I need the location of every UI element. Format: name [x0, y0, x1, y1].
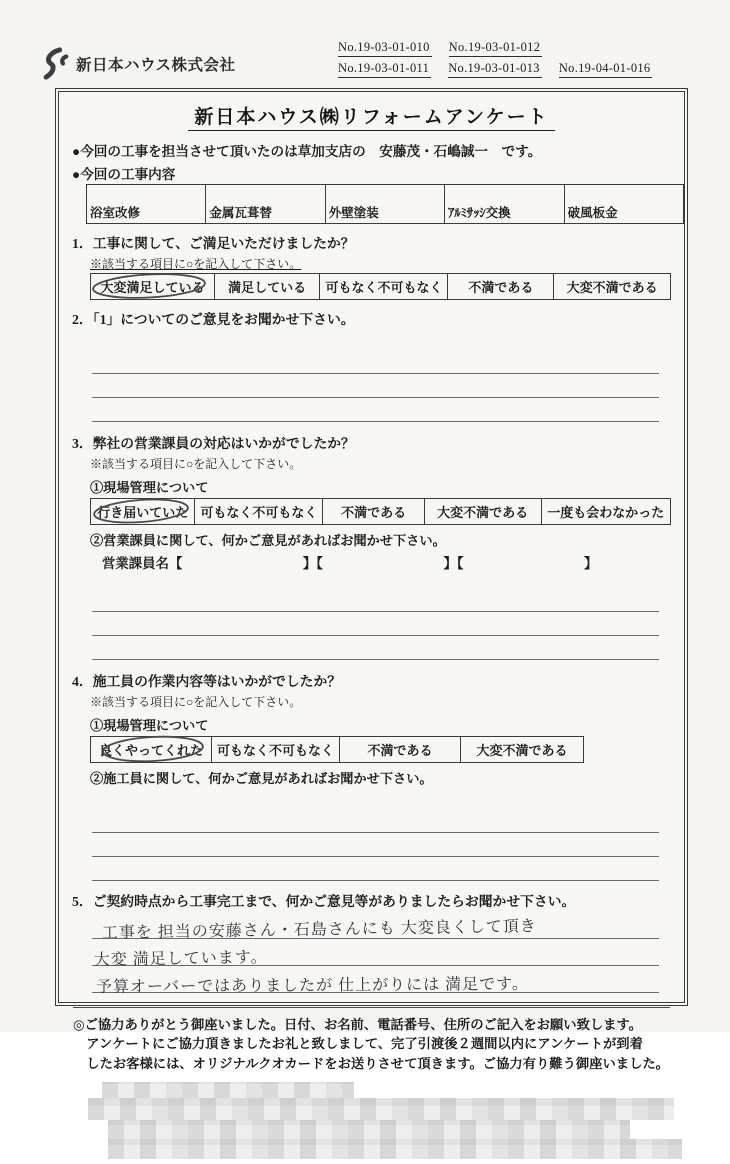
question-1-note: ※該当する項目に○を記入して下さい。 [90, 257, 302, 271]
question-2-heading: 2．「1」についてのご意見をお聞かせ下さい。 [72, 312, 355, 327]
option-cell-selected [91, 499, 195, 525]
option-cell [320, 274, 448, 300]
answer-line [92, 636, 659, 660]
answer-line [92, 350, 659, 374]
work-item-cell: 破風板金 [564, 185, 683, 224]
option-cell [448, 274, 554, 300]
option-cell [323, 499, 424, 525]
work-content-label: ●今回の工事内容 [72, 167, 176, 182]
redaction-block [108, 1139, 682, 1159]
answer-line [92, 588, 659, 612]
option-label: 行き届いていた [97, 505, 189, 520]
staff-intro-line: ●今回の工事を担当させて頂いたのは草加支店の 安藤茂・石嶋誠一 です。 [72, 144, 542, 159]
answer-line [92, 966, 659, 996]
question-3-note: ※該当する項目に○を記入して下さい。 [90, 457, 302, 471]
table-row [91, 499, 671, 525]
question-3-sub2: ②営業課員に関して、何かご意見があればお聞かせ下さい。 [90, 533, 446, 548]
question-5-heading: 5．ご契約時点から工事完工まで、何かご意見等がありましたらお聞かせ下さい。 [72, 894, 576, 909]
work-item-cell: 外壁塗装 [325, 185, 444, 224]
answer-line [92, 612, 659, 636]
question-3-heading: 3．弊社の営業課員の対応はいかがでしたか？ [72, 436, 355, 451]
answer-line [92, 833, 659, 857]
handwritten-text: 予算オーバーではありましたが 仕上がりには 満足です。 [95, 975, 529, 996]
question-4-options-table [90, 736, 584, 763]
option-label: 不満である [367, 743, 433, 758]
redaction-block [88, 1098, 674, 1120]
closing-line: ◎ご協力ありがとう御座いました。日付、お名前、電話番号、住所のご記入をお願い致します。 [73, 1017, 643, 1032]
question-3-options-table [90, 498, 671, 525]
table-row [91, 274, 671, 300]
question-4-sub2: ②施工員に関して、何かご意見があればお聞かせ下さい。 [90, 771, 433, 786]
work-item-cell: 浴室改修 [87, 185, 206, 224]
section-divider [73, 1007, 670, 1008]
table-row [91, 737, 584, 763]
option-label: 可もなく不可もなく [325, 280, 443, 295]
option-cell [541, 499, 670, 525]
answer-line [92, 912, 659, 943]
question-4-note: ※該当する項目に○を記入して下さい。 [90, 695, 302, 709]
option-label: 満足している [228, 280, 307, 295]
option-cell-selected [91, 737, 212, 763]
option-label: 可もなく不可もなく [217, 743, 335, 758]
company-logo-icon [40, 48, 70, 80]
doc-number: No.19-03-01-011 [338, 61, 431, 78]
question-1-options-table [90, 273, 671, 300]
doc-number: No.19-03-01-010 [338, 40, 432, 57]
option-cell [554, 274, 671, 300]
document-numbers [338, 40, 698, 82]
answer-line [92, 939, 659, 970]
answer-line [92, 857, 659, 881]
option-label: 可もなく不可もなく [200, 505, 318, 520]
option-cell [214, 274, 320, 300]
option-label: 一度も会わなかった [547, 505, 665, 520]
company-logo [40, 48, 236, 80]
work-content-table [86, 184, 684, 224]
form-title: 新日本ハウス㈱リフォームアンケート [188, 102, 554, 131]
work-item-cell: 金属瓦葺替 [206, 185, 325, 224]
redaction-block [102, 1082, 354, 1098]
option-label: 大変不満である [566, 280, 658, 295]
option-cell [195, 499, 323, 525]
handwritten-text: 大変 満足しています。 [93, 949, 268, 970]
work-item-cell: ｱﾙﾐｻｯｼ交換 [445, 185, 564, 224]
closing-paragraph [73, 1015, 670, 1073]
question-4-sub1: ①現場管理について [90, 718, 209, 733]
option-label: 大変不満である [437, 505, 529, 520]
option-cell-selected [91, 274, 215, 300]
company-name: 新日本ハウス株式会社 [76, 57, 236, 74]
question-3-sub1: ①現場管理について [90, 480, 209, 495]
question-4-heading: 4．施工員の作業内容等はいかがでしたか？ [72, 674, 342, 689]
closing-line: アンケートにご協力頂きましたお礼と致しまして、完了引渡後２週間以内にアンケートが到着 [86, 1036, 643, 1052]
option-cell [340, 737, 461, 763]
survey-form [55, 88, 688, 1071]
option-label: 大変不満である [476, 743, 568, 758]
option-cell [424, 499, 541, 525]
sales-rep-name-fields: 営業課員名【 】【 】【 】 [102, 556, 598, 571]
option-label: 不満である [341, 505, 407, 520]
closing-line: したお客様には、オリジナルクオカードをお送りさせて頂きます。ご協力有り難う御座いました。 [86, 1055, 669, 1071]
option-label: 良くやってくれた [98, 743, 203, 758]
table-row [87, 185, 684, 224]
option-label: 不満である [468, 280, 534, 295]
option-cell [212, 737, 340, 763]
option-label: 大変満足している [100, 280, 205, 295]
option-cell [461, 737, 584, 763]
doc-number: No.19-04-01-016 [559, 61, 653, 78]
answer-line [92, 374, 659, 398]
question-1-heading: 1．工事に関して、ご満足いただけましたか？ [72, 236, 355, 251]
question-5-handwritten-answer [92, 912, 659, 996]
redacted-personal-info [88, 1082, 688, 1164]
answer-line [92, 398, 659, 422]
redaction-block [108, 1120, 630, 1139]
doc-number: No.19-03-01-013 [448, 61, 542, 78]
doc-number: No.19-03-01-012 [449, 40, 543, 57]
handwritten-text: 工事を 担当の安藤さん・石島さんにも 大変良くして頂き [101, 918, 537, 943]
answer-line [92, 809, 659, 833]
